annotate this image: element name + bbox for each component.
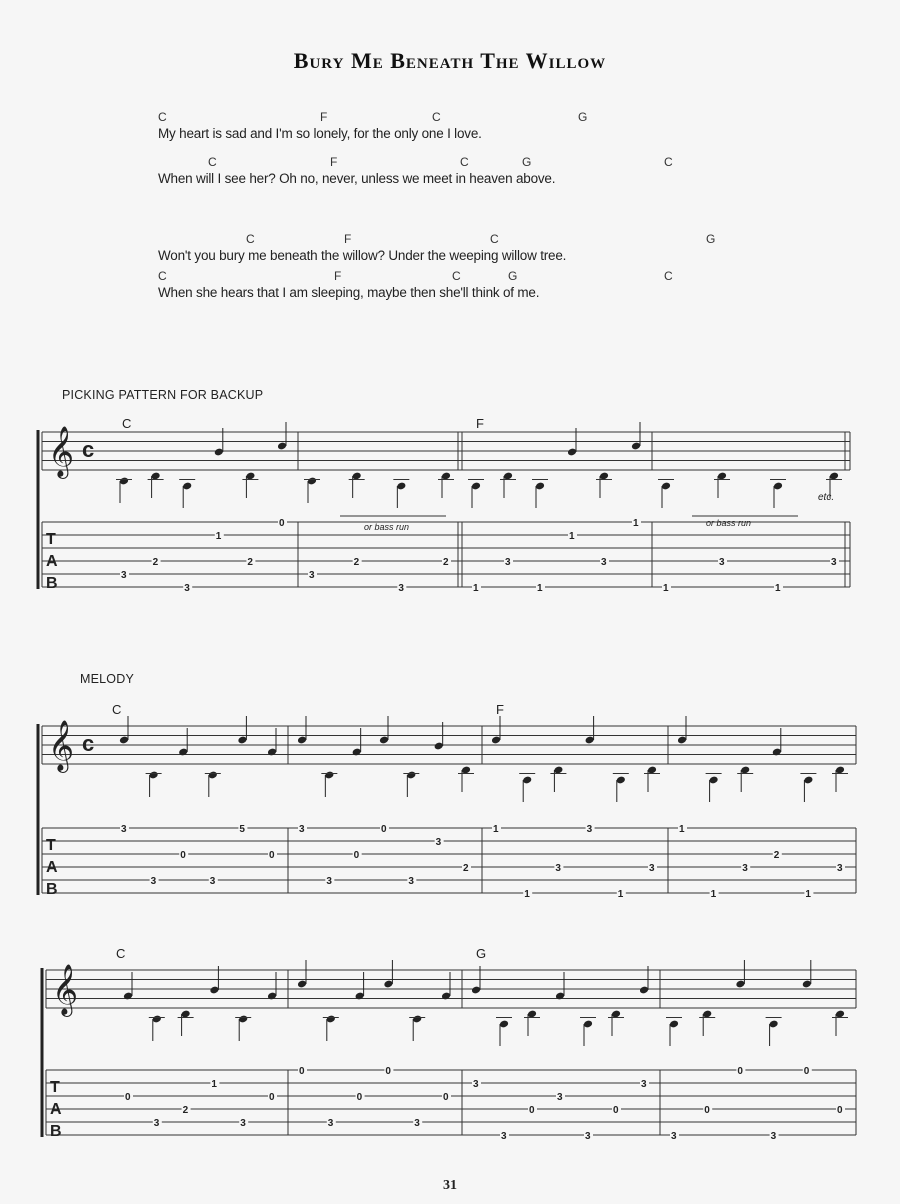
chord-symbol: G bbox=[508, 269, 518, 283]
tab-fret-number: 2 bbox=[353, 557, 360, 568]
chord-symbol: G bbox=[706, 232, 716, 246]
chord-symbol: F bbox=[344, 232, 352, 246]
tab-fret-number: 2 bbox=[152, 557, 159, 568]
bar-chord-label: G bbox=[476, 946, 487, 961]
tab-fret-number: 3 bbox=[435, 837, 442, 848]
tab-fret-number: 3 bbox=[327, 1118, 334, 1129]
tab-fret-number: 3 bbox=[408, 876, 414, 887]
tab-fret-number: 0 bbox=[279, 518, 285, 529]
tab-fret-number: 1 bbox=[569, 531, 575, 542]
tab-fret-number: 3 bbox=[585, 1131, 591, 1142]
treble-clef-icon: 𝄞 bbox=[52, 965, 79, 1014]
tab-fret-number: 3 bbox=[601, 557, 607, 568]
tab-fret-number: 3 bbox=[326, 876, 332, 887]
bar-chord-label: F bbox=[476, 416, 484, 431]
tab-fret-number: 1 bbox=[537, 583, 543, 594]
tab-fret-number: 0 bbox=[443, 1092, 449, 1103]
bar-chord-label: C bbox=[122, 416, 132, 431]
tab-fret-number: 1 bbox=[679, 824, 685, 835]
tab-fret-number: 3 bbox=[501, 1131, 507, 1142]
tab-fret-number: 1 bbox=[663, 583, 669, 594]
chord-symbol: F bbox=[330, 155, 338, 169]
tab-fret-number: 0 bbox=[385, 1066, 391, 1077]
tab-clef-b: B bbox=[50, 1123, 62, 1140]
tab-fret-number: 3 bbox=[557, 1092, 563, 1103]
tab-clef-b: B bbox=[46, 575, 58, 592]
lyric-line: When will I see her? Oh no, never, unless we meet in heaven above. bbox=[158, 171, 556, 186]
chord-symbol: C bbox=[460, 155, 469, 169]
tab-fret-number: 5 bbox=[239, 824, 245, 835]
tab-fret-number: 3 bbox=[505, 557, 511, 568]
tab-fret-number: 2 bbox=[463, 863, 469, 874]
tab-fret-number: 1 bbox=[493, 824, 499, 835]
tab-fret-number: 0 bbox=[356, 1092, 363, 1103]
tab-fret-number: 3 bbox=[398, 583, 404, 594]
tab-fret-number: 3 bbox=[309, 570, 315, 581]
chord-symbol: C bbox=[246, 232, 255, 246]
chord-symbol: C bbox=[664, 269, 673, 283]
tab-fret-number: 2 bbox=[247, 557, 253, 568]
bar-chord-label: C bbox=[116, 946, 126, 961]
melody-section-label: MELODY bbox=[80, 672, 134, 686]
tab-fret-number: 0 bbox=[803, 1066, 810, 1077]
tab-clef-a: A bbox=[46, 859, 58, 876]
chord-symbol: C bbox=[452, 269, 461, 283]
tab-fret-number: 3 bbox=[414, 1118, 420, 1129]
tab-fret-number: 3 bbox=[586, 824, 593, 835]
tab-fret-number: 0 bbox=[381, 824, 387, 835]
tab-fret-number: 3 bbox=[555, 863, 561, 874]
time-signature: c bbox=[82, 731, 95, 756]
chord-symbol: F bbox=[320, 110, 328, 124]
chord-symbol: G bbox=[522, 155, 532, 169]
lyric-line: When she hears that I am sleeping, maybe then she'll think of me. bbox=[158, 285, 540, 300]
tab-clef-a: A bbox=[46, 553, 58, 570]
tab-fret-number: 0 bbox=[269, 1092, 275, 1103]
tab-fret-number: 0 bbox=[613, 1105, 619, 1116]
tab-fret-number: 1 bbox=[524, 889, 530, 900]
bass-run-annotation: or bass run bbox=[706, 518, 752, 528]
tab-fret-number: 3 bbox=[121, 570, 127, 581]
tab-clef-t: T bbox=[50, 1079, 60, 1096]
chord-symbol: C bbox=[490, 232, 499, 246]
tab-fret-number: 0 bbox=[704, 1105, 710, 1116]
tab-fret-number: 3 bbox=[299, 824, 305, 835]
tab-fret-number: 3 bbox=[742, 863, 748, 874]
tab-fret-number: 3 bbox=[121, 824, 127, 835]
tab-fret-number: 1 bbox=[215, 531, 222, 542]
chord-symbol: C bbox=[158, 269, 167, 283]
tab-fret-number: 0 bbox=[737, 1066, 743, 1077]
tab-fret-number: 3 bbox=[719, 557, 725, 568]
tab-fret-number: 2 bbox=[443, 557, 449, 568]
tab-fret-number: 0 bbox=[529, 1105, 535, 1116]
chord-symbol: G bbox=[578, 110, 588, 124]
tab-fret-number: 0 bbox=[299, 1066, 305, 1077]
chord-symbol: C bbox=[208, 155, 217, 169]
tab-fret-number: 1 bbox=[473, 583, 479, 594]
bar-chord-label: C bbox=[112, 702, 122, 717]
bar-chord-label: F bbox=[496, 702, 504, 717]
tab-fret-number: 0 bbox=[180, 850, 186, 861]
tab-clef-t: T bbox=[46, 837, 56, 854]
tab-fret-number: 1 bbox=[805, 889, 811, 900]
tab-fret-number: 3 bbox=[770, 1131, 777, 1142]
tab-fret-number: 3 bbox=[184, 583, 190, 594]
tab-fret-number: 3 bbox=[671, 1131, 677, 1142]
tab-fret-number: 3 bbox=[240, 1118, 246, 1129]
tab-fret-number: 0 bbox=[269, 850, 275, 861]
tab-fret-number: 2 bbox=[773, 850, 780, 861]
tab-fret-number: 0 bbox=[353, 850, 360, 861]
tab-fret-number: 3 bbox=[831, 557, 837, 568]
song-title: Bury Me Beneath The Willow bbox=[293, 48, 607, 73]
tab-fret-number: 1 bbox=[775, 583, 781, 594]
time-signature: c bbox=[82, 437, 95, 462]
bass-run-annotation: or bass run bbox=[364, 522, 410, 532]
chord-symbol: F bbox=[334, 269, 342, 283]
tab-fret-number: 0 bbox=[837, 1105, 843, 1116]
tab-fret-number: 3 bbox=[649, 863, 655, 874]
treble-clef-icon: 𝄞 bbox=[48, 427, 75, 476]
tab-fret-number: 3 bbox=[473, 1079, 479, 1090]
tab-clef-a: A bbox=[50, 1101, 62, 1118]
tab-fret-number: 3 bbox=[209, 876, 216, 887]
tab-fret-number: 3 bbox=[641, 1079, 647, 1090]
tab-fret-number: 0 bbox=[125, 1092, 131, 1103]
chord-symbol: C bbox=[158, 110, 167, 124]
tab-clef-t: T bbox=[46, 531, 56, 548]
page-number: 31 bbox=[443, 1178, 457, 1193]
tab-fret-number: 1 bbox=[633, 518, 639, 529]
lyric-line: My heart is sad and I'm so lonely, for the only one I love. bbox=[158, 126, 482, 141]
chord-symbol: C bbox=[664, 155, 673, 169]
tab-clef-b: B bbox=[46, 881, 58, 898]
chord-symbol: C bbox=[432, 110, 441, 124]
etc-annotation: etc. bbox=[818, 492, 835, 503]
tab-fret-number: 1 bbox=[617, 889, 624, 900]
tab-fret-number: 1 bbox=[211, 1079, 217, 1090]
backup-section-label: PICKING PATTERN FOR BACKUP bbox=[62, 388, 264, 402]
lyric-line: Won't you bury me beneath the willow? Under the weeping willow tree. bbox=[158, 248, 567, 263]
tab-fret-number: 3 bbox=[153, 1118, 160, 1129]
treble-clef-icon: 𝄞 bbox=[48, 721, 75, 770]
tab-fret-number: 3 bbox=[150, 876, 157, 887]
tab-fret-number: 1 bbox=[710, 889, 717, 900]
tab-fret-number: 3 bbox=[837, 863, 843, 874]
tab-fret-number: 2 bbox=[182, 1105, 189, 1116]
